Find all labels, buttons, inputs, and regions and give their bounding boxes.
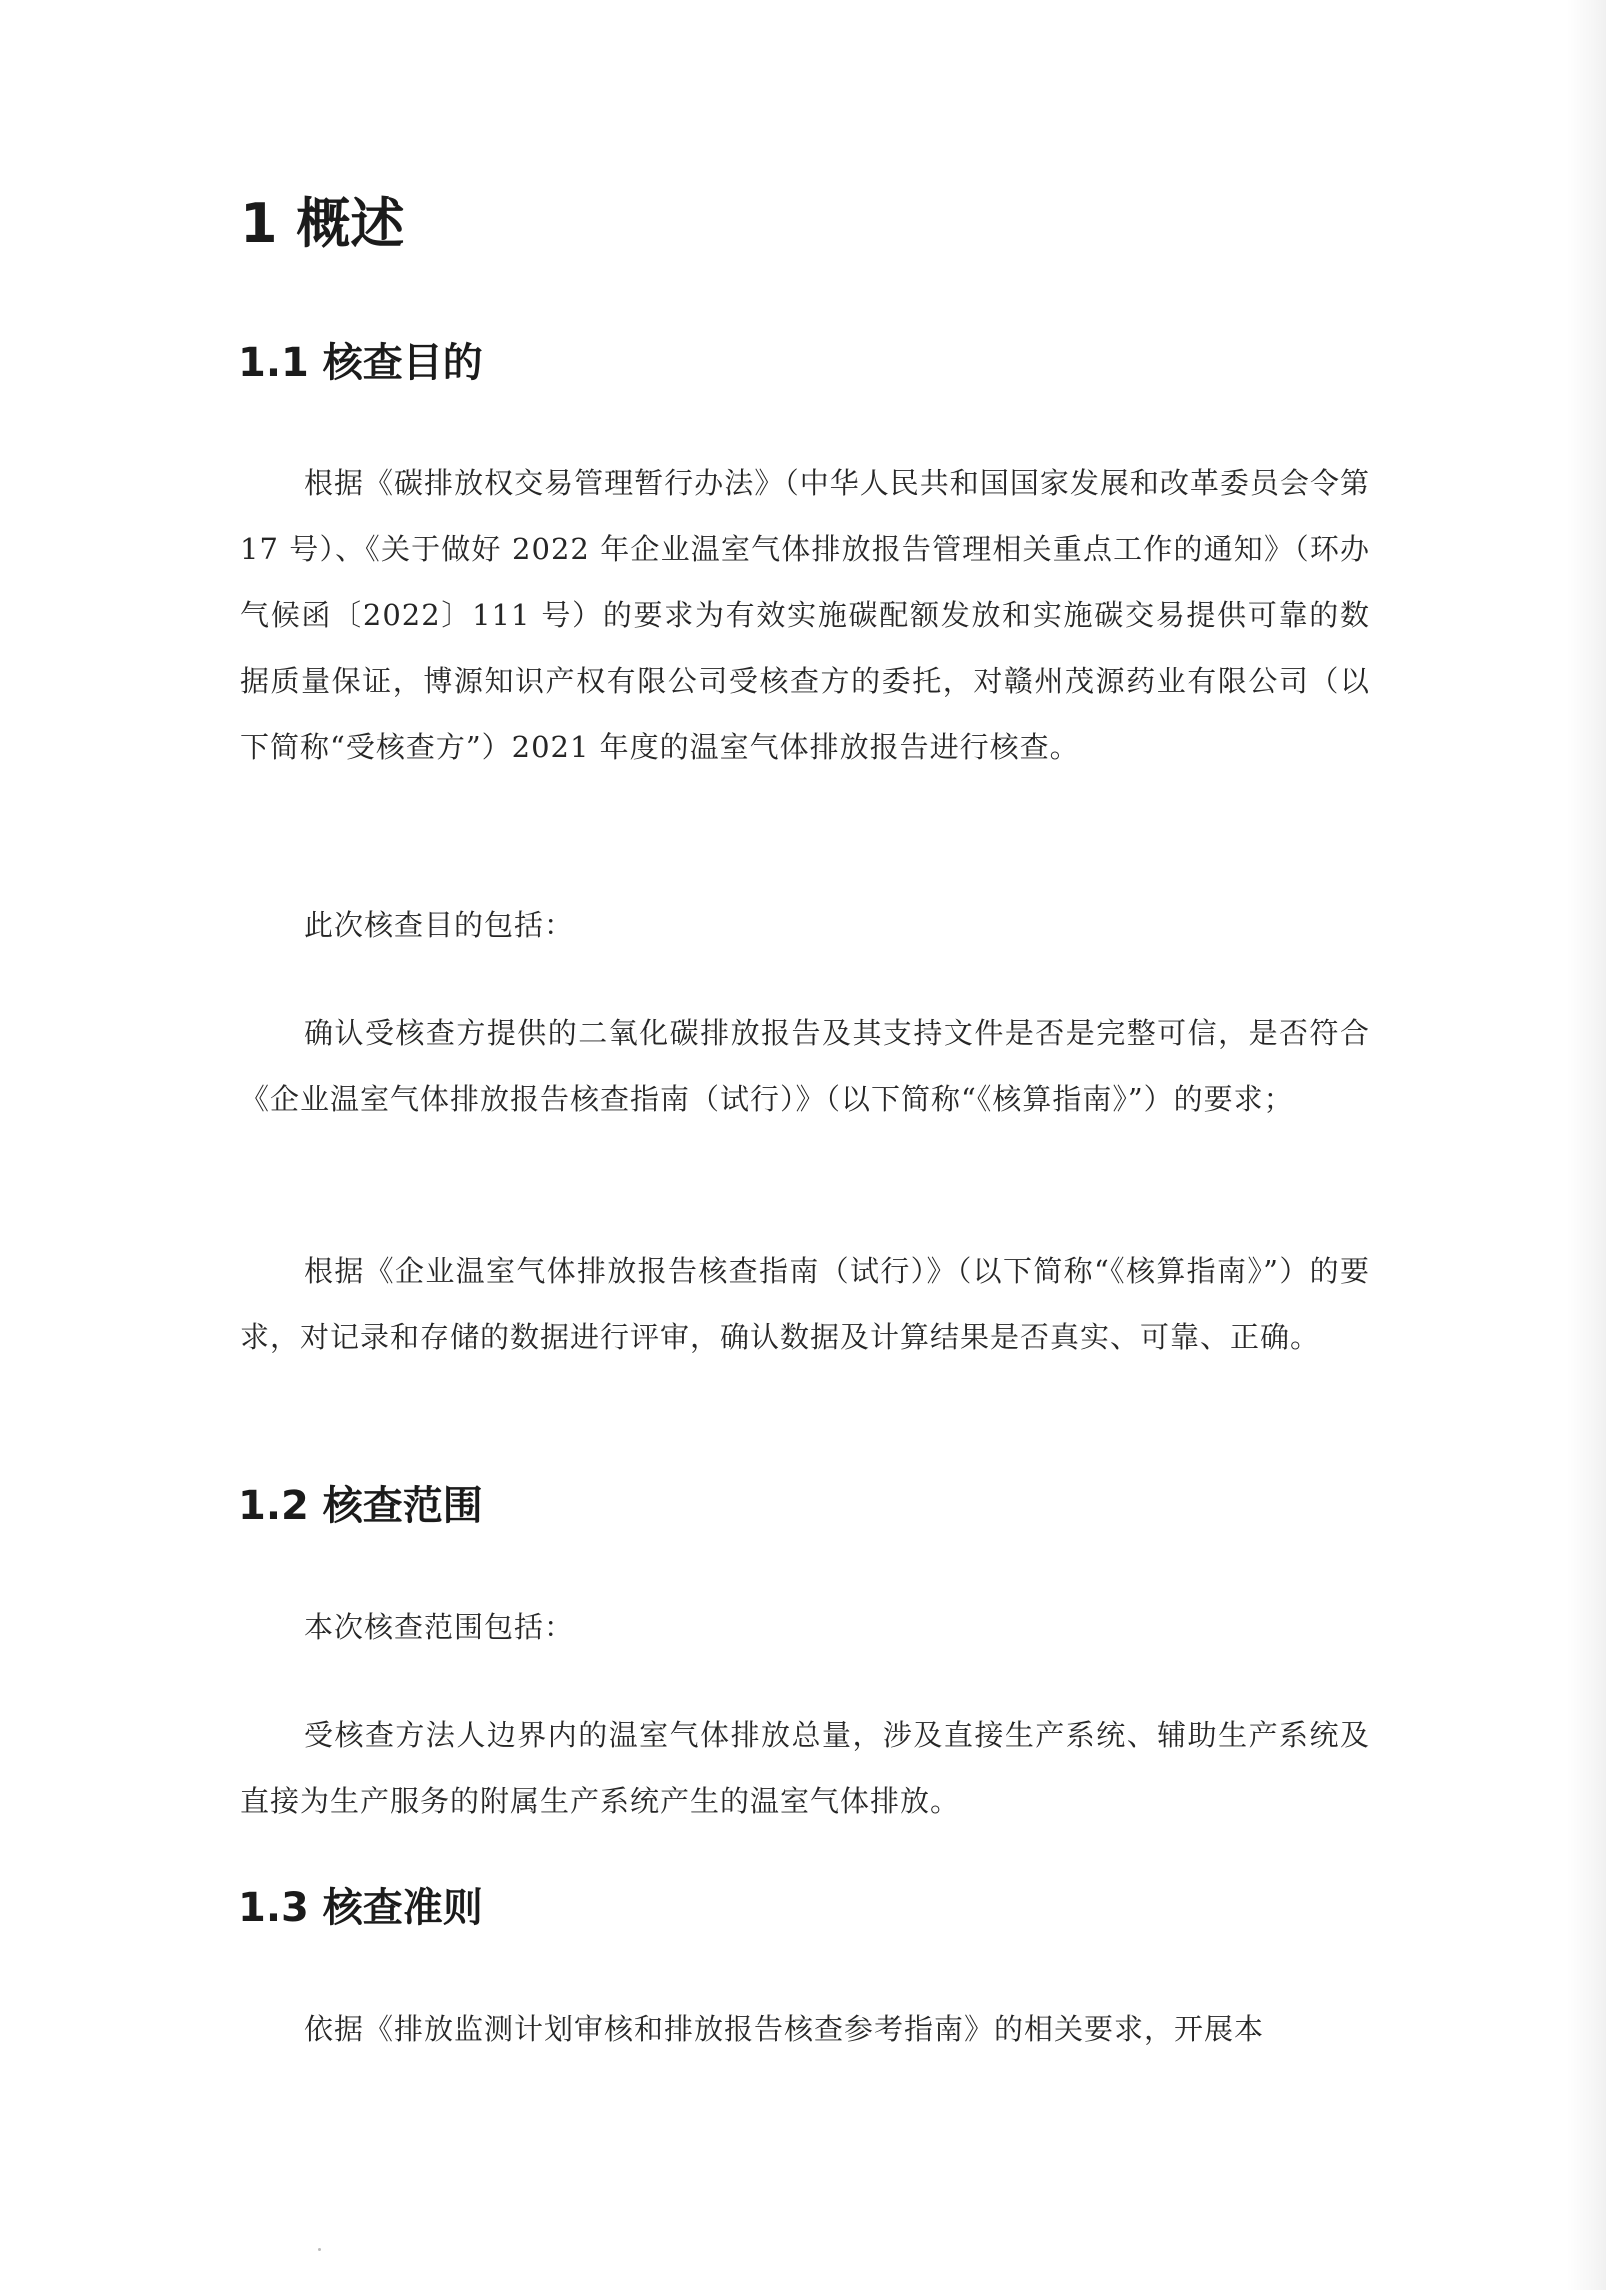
section-heading-1-1: 1.1 核查目的 bbox=[238, 340, 483, 386]
paragraph-scope-intro: 本次核查范围包括： bbox=[304, 1610, 575, 1644]
section-heading-1-3: 1.3 核查准则 bbox=[238, 1885, 483, 1931]
paragraph-purpose-item-2: 根据《企业温室气体排放报告核查指南（试行）》（以下简称“《核算指南》”）的要求，对记录和存储的数据进行评审，确认数据及计算结果是否真实、可靠、正确。 bbox=[240, 1254, 1370, 1354]
page-edge-shadow bbox=[1566, 0, 1606, 2290]
chapter-heading: 1 概述 bbox=[240, 192, 405, 255]
paragraph-scope-detail: 受核查方法人边界内的温室气体排放总量，涉及直接生产系统、辅助生产系统及直接为生产服务的附属生产系统产生的温室气体排放。 bbox=[240, 1718, 1370, 1818]
paragraph-purpose-basis: 根据《碳排放权交易管理暂行办法》（中华人民共和国国家发展和改革委员会令第 17 号）、《关于做好 2022 年企业温室气体排放报告管理相关重点工作的通知》（环办气候函〔2022〕111 号）的要求为有效实施碳配额发放和实施碳交易提供可靠的数据质量保证，博源知识产权有限公司受核查方的委托，对赣州茂源药业有限公司（以下简称“受核查方”）2021 年度的温室气体排放报告进行核查。 bbox=[240, 466, 1370, 764]
paragraph-purpose-item-1: 确认受核查方提供的二氧化碳排放报告及其支持文件是否是完整可信，是否符合《企业温室气体排放报告核查指南（试行）》（以下简称“《核算指南》”）的要求； bbox=[240, 1016, 1370, 1116]
section-heading-1-2: 1.2 核查范围 bbox=[238, 1483, 483, 1529]
paragraph-criteria: 依据《排放监测计划审核和排放报告核查参考指南》的相关要求，开展本 bbox=[304, 2012, 1265, 2046]
scan-speck bbox=[318, 2248, 321, 2251]
paragraph-purpose-intro: 此次核查目的包括： bbox=[304, 908, 575, 942]
